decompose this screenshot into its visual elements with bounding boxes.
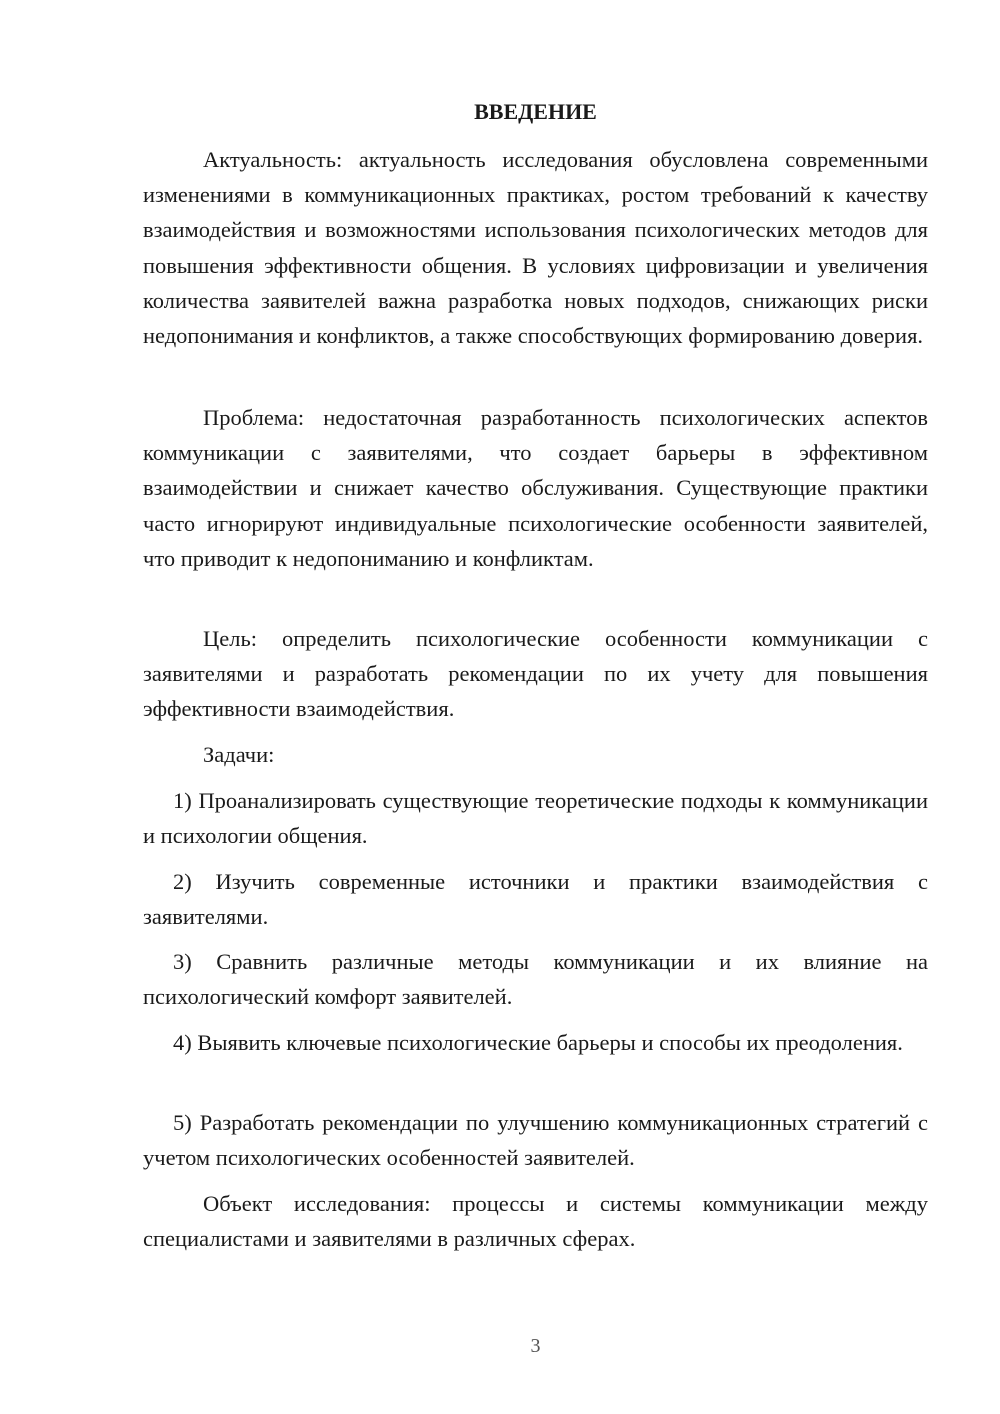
section-title: ВВЕДЕНИЕ xyxy=(474,99,597,124)
task-item-5: 5) Разработать рекомендации по улучшению коммуникационных стратегий с учетом психологических особенностей заявителей. xyxy=(143,1110,928,1171)
task-item-4: 4) Выявить ключевые психологические барьеры и способы их преодоления. xyxy=(173,1030,903,1055)
task-item-1: 1) Проанализировать существующие теоретические подходы к коммуникации и психологии общения. xyxy=(143,788,928,849)
paragraph-object: Объект исследования: процессы и системы коммуникации между специалистами и заявителями в различных сферах. xyxy=(143,1191,928,1252)
page-number: 3 xyxy=(530,1335,541,1357)
tasks-heading: Задачи: xyxy=(203,742,275,767)
task-item-2: 2) Изучить современные источники и практики взаимодействия с заявителями. xyxy=(143,869,928,930)
paragraph-goal: Цель: определить психологические особенности коммуникации с заявителями и разработать рекомендации по их учету для повышения эффективности взаимодействия. xyxy=(143,626,928,722)
paragraph-relevance: Актуальность: актуальность исследования обусловлена современными изменениями в коммуникационных практиках, ростом требований к качеству взаимодействия и возможностями использования психологических методов для повышения эффективности общения. В условиях цифровизации и увеличения количества заявителей важна разработка новых подходов, снижающих риски недопонимания и конфликтов, а также способствующих формированию доверия. xyxy=(143,147,928,349)
paragraph-problem: Проблема: недостаточная разработанность психологических аспектов коммуникации с заявителями, что создает барьеры в эффективном взаимодействии и снижает качество обслуживания. Существующие практики часто игнорируют индивидуальные психологические особенности заявителей, что приводит к недопониманию и конфликтам. xyxy=(143,405,928,571)
task-item-3: 3) Сравнить различные методы коммуникации и их влияние на психологический комфорт заявителей. xyxy=(143,949,928,1010)
